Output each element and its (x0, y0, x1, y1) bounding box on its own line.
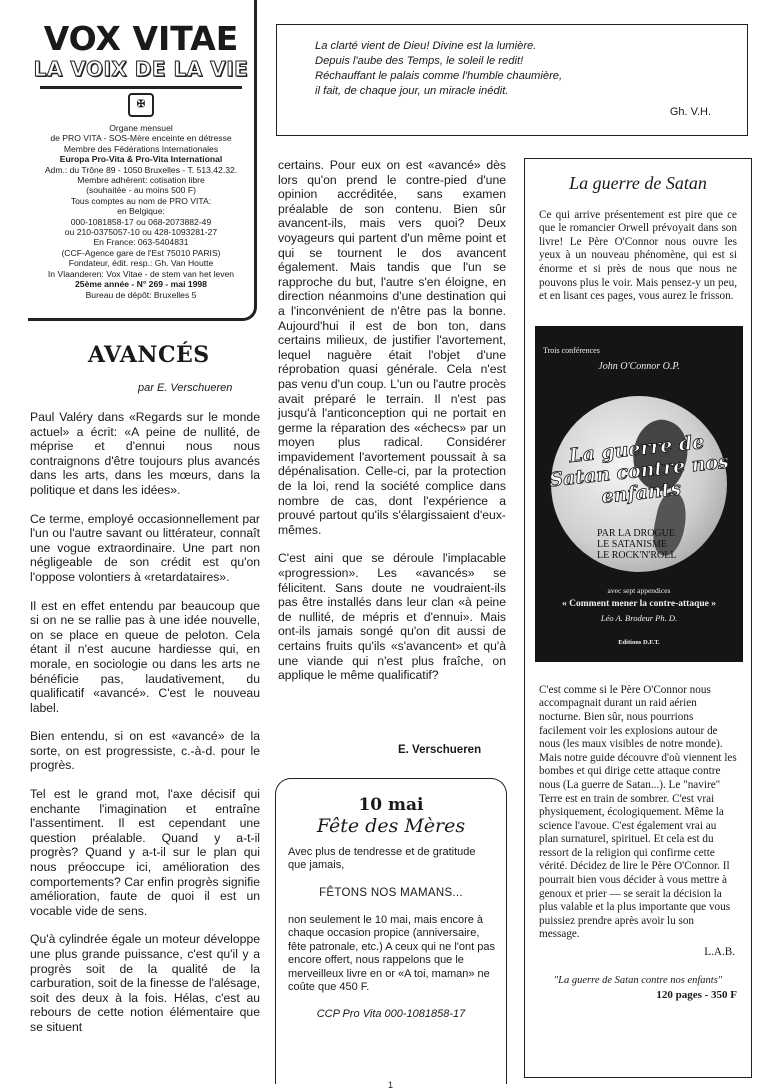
masthead-line: 25ème année - N° 269 - mai 1998 (75, 279, 207, 290)
masthead-info (28, 123, 254, 300)
article-column-1 (30, 410, 260, 1089)
poem-box (276, 24, 748, 136)
article-column-2 (278, 158, 506, 697)
masthead-line: Membre des Fédérations Internationales (63, 143, 219, 154)
masthead-line: Membre adhérent: cotisation libre (77, 175, 205, 186)
poem-line: La clarté vient de Dieu! Divine est la lumière. (315, 40, 537, 52)
cover-subtitle-line: PAR LA DROGUE (597, 527, 675, 539)
poem-signature: Gh. V.H. (669, 106, 711, 118)
article-byline: par E. Verschueren (138, 382, 233, 394)
cover-subtitle-line: LE SATANISME (597, 538, 668, 550)
paragraph: Ce terme, employé occasionnellement par l'un ou l'autre savant ou littérateur, connaît une vogue extraordinaire. Une part non négligeable de son crédit est qu'on l'oppose volontiers à «retardataires». (30, 511, 260, 584)
masthead-line: en Belgique: (117, 206, 165, 217)
cover-subtitle (597, 528, 676, 561)
masthead-line: Europa Pro-Vita & Pro-Vita International (59, 154, 223, 165)
mothers-day-text: non seulement le 10 mai, mais encore à chaque occasion propice (anniversaire, fête patronale, etc.) A ceux qui ne l'ont pas encore offert, nous rappelons que le merveilleux livre en or «A toi, maman» ne coûte que 450 F. (288, 914, 495, 994)
book-cover (535, 326, 743, 662)
book-review-box (524, 158, 752, 1078)
masthead-line: (souhaitée - au moins 500 F) (86, 185, 196, 196)
book-review-text: C'est comme si le Père O'Connor nous accompagnait durant un raid aérien nocturne. Bien sûr, nous pourrions facilement voir les explosions autour de nous (les maux visibles de notre monde). Mais notre guide découvre d'où viennent les bombes et qui dirige cette attaque contre nous (La guerre de Satan...). Le "navire" Terre est en train de sombrer. C'est vrai physiquement, écologiquement. Même la science l'avoue. C'est également vrai au plan surnaturel, spirituel. Et cela est du ressort de la religion qui confirme cette vérité. Décidez de lire le Père O'Connor. Il pourrait bien vous décider à vous mettre à genoux et prier — se serait la décision la plus valable et la plus importante que vous puissiez prendre après avoir lu son message. (539, 683, 737, 941)
paragraph: Il est en effet entendu par beaucoup que si on ne se rallie pas à une idée nouvelle, on se place en queue de peloton. Cela étant il n'est aucune hardiesse qui, en morale, en sociologie ou dans les arts ne bénéficie pas, laudativement, du qualificatif «avancé». C'est le nouveau label. (30, 598, 260, 715)
mothers-day-intro: Avec plus de tendresse et de gratitude que jamais, (288, 845, 476, 872)
masthead-rule (40, 86, 242, 89)
masthead (28, 0, 257, 321)
cover-contributor: Léo A. Brodeur Ph. D. (600, 612, 678, 623)
paragraph: certains. Pour eux on est «avancé» dès lors qu'on prend le contre-pied d'une opinion accréditée, sans examen préalable de son contenu. Bien sûr avancent-ils, mais vers quoi? Deux voyageurs qui partent d'un même point et qui se tournent le dos avancent également. Mais tandis que l'un se rapproche du but, l'autre s'en éloigne, en direction néanmoins d'une destination qui a l'inconvénient de n'être pas la bonne. Aujourd'hui il est de bon ton, dans certains milieux, de justifier l'avortement, lequel naguère était l'objet d'une réprobation quasi générale. Cela n'est pas venu d'un coup. L'un ou l'autre procès avait préparé le terrain. Il n'est pas jusqu'à l'anticonception qui ne portait en germe la réparation des «échecs» par un moyen plus radical. Considérer impavidement l'avortement poussait à sa dépénalisation. Celle-ci, par la protection de la loi, rend la société complice dans nombre de cas, dont l'expérience a prouvé partout qu'ils s'élargissaient d'eux-mêmes. (278, 158, 506, 537)
masthead-line: (CCF-Agence gare de l'Est 75010 PARIS) (61, 247, 221, 258)
article-signature: E. Verschueren (398, 744, 482, 756)
cover-tagline: « Comment mener la contre-attaque » (562, 598, 716, 609)
poem-lines (315, 39, 727, 99)
masthead-line: Fondateur, édit. resp.: Gh. Van Houtte (68, 258, 214, 269)
masthead-line: de PRO VITA - SOS-Mère enceinte en détresse (50, 133, 232, 144)
mothers-day-heading: Fête des Mères (316, 815, 466, 838)
paragraph: Paul Valéry dans «Regards sur le monde actuel» a écrit: «A peine de nullité, de méprise et d'ennui nous nous contraignons d'être toujours plus avancés dans les arts, dans les mœurs, dans la politique et dans les idées». (30, 410, 260, 497)
poem-line: il fait, de chaque jour, un miracle inédit. (315, 85, 509, 97)
mothers-day-slogan: FÊTONS NOS MAMANS... (319, 886, 463, 899)
masthead-line: En France: 063-5404831 (93, 237, 189, 248)
paragraph: Bien entendu, si on est «avancé» de la sorte, on est progressiste, c.-à-d. pour le progrès. (30, 729, 260, 773)
cover-subtitle-line: LE ROCK'N'ROLL (597, 549, 677, 561)
page-number: 1 (388, 1080, 394, 1090)
cover-appendix: avec sept appendices (607, 585, 671, 595)
masthead-title: VOX VITAE (43, 19, 239, 58)
mothers-day-box (275, 778, 507, 1084)
masthead-subtitle: LA VOIX DE LA VIE (33, 57, 249, 81)
mothers-day-account: CCP Pro Vita 000-1081858-17 (316, 1008, 466, 1021)
masthead-line: Tous comptes au nom de PRO VITA: (70, 195, 212, 206)
poem-line: Depuis l'aube des Temps, le soleil le redit! (315, 55, 524, 67)
masthead-line: In Vlaanderen: Vox Vitae - de stem van het leven (47, 268, 235, 279)
mothers-day-date: 10 mai (358, 795, 424, 815)
masthead-line: Organe mensuel (109, 123, 173, 133)
masthead-line: ou 210-0375057-10 ou 428-1093281-27 (64, 227, 218, 238)
cover-series: Trois conférences (543, 345, 600, 355)
book-title-footer: "La guerre de Satan contre nos enfants" (553, 974, 723, 986)
cover-publisher: Editions D.F.T. (618, 638, 660, 646)
book-review-signature: L.A.B. (704, 946, 735, 959)
paragraph: Qu'à cylindrée égale un moteur développe une plus grande puissance, c'est qu'il y a progrès soit de la qualité de la carburation, soit de la finesse de l'alésage, soit des deux à la fois. Hélas, c'est au rebours de cette notion élémentaire que se situent (30, 932, 260, 1034)
pro-vita-emblem-icon: ✠ (128, 93, 154, 117)
paragraph: Tel est le grand mot, l'axe décisif qui enchante l'imagination et entraîne l'assentiment. Il est cependant une question préalable. Quand y a-t-il progrès? Quand y a-t-il sur le plan qui nous préoccupe ici, amélioration des comportements? Car enfin progrès signifie amélioration, faute de quoi il est un vocable vide de sens. (30, 787, 260, 918)
article-title: AVANCÉS (88, 342, 210, 368)
cover-title: La guerre de Satan contre nos enfants (548, 430, 730, 508)
book-review-intro: Ce qui arrive présentement est pire que ce que le romancier Orwell prévoyait dans son livre! Le Père O'Connor nous ouvre les yeux à un nouveau phénomène, qui est si énorme et si près de nous que nous ne pouvons plus le voir. Mais pensez-y un peu, et en lisant ces pages, vous aurez le frisson. (539, 208, 737, 303)
masthead-line: Bureau de dépôt: Bruxelles 5 (85, 289, 197, 300)
paragraph: C'est aini que se déroule l'implacable «progression». Les «avancés» se félicitent. Sans doute ne voudraient-ils pas être installés dans leur clan «à peine de nullité, de mépris et d'ennui». Mais ont-ils jamais songé qu'on dit aussi de certains fruits qu'ils «s'avancent» et qu'à une viande qui n'est plus fraîche, on applique le même qualificatif? (278, 551, 506, 683)
book-price: 120 pages - 350 F (656, 989, 737, 1002)
cover-author: John O'Connor O.P. (598, 360, 680, 372)
poem-line: Réchauffant le palais comme l'humble chaumière, (315, 70, 563, 82)
masthead-line: 000-1081858-17 ou 068-2073882-49 (70, 216, 212, 227)
book-review-title: La guerre de Satan (569, 173, 707, 193)
masthead-line: Adm.: du Trône 89 - 1050 Bruxelles - T. 513.42.32. (44, 164, 238, 175)
